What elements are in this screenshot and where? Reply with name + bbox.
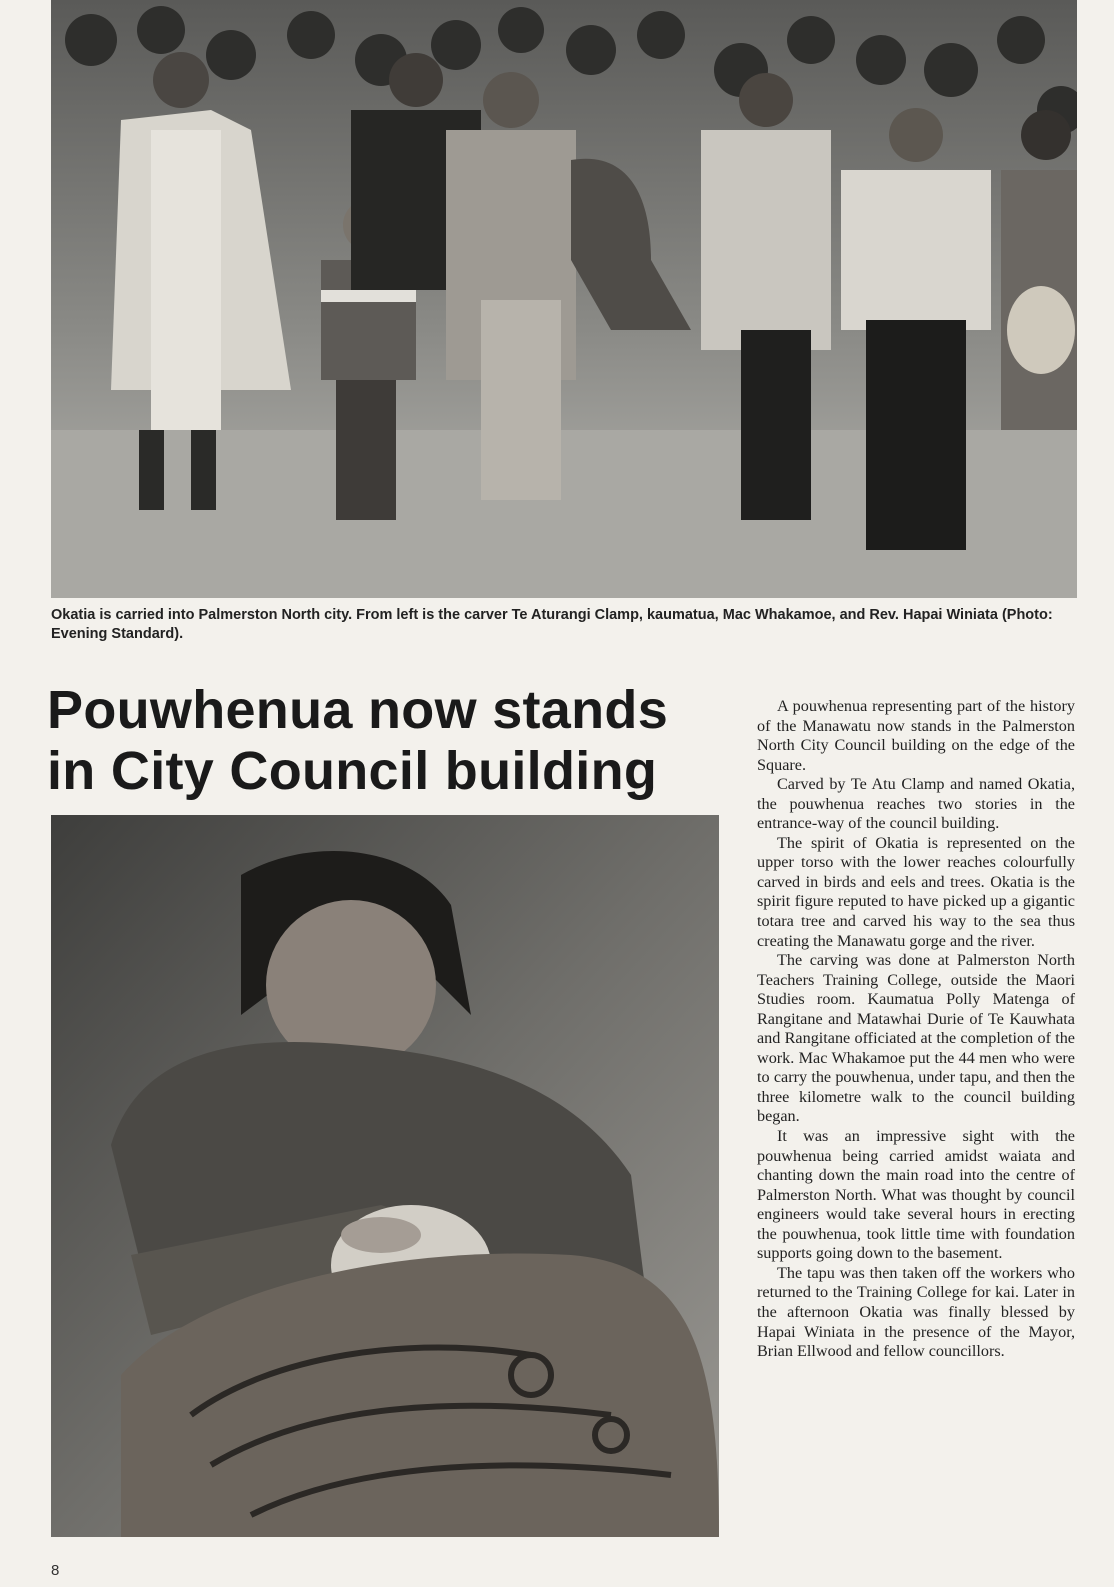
article-paragraph: A pouwhenua representing part of the history of the Manawatu now stands in the Palmerston North City Council building on the edge of the Square.	[757, 697, 1075, 774]
article-paragraph: The tapu was then taken off the workers who returned to the Training College for kai. Later in the afternoon Okatia was finally blessed by Hapai Winiata in the presence of the Mayor, Brian Ellwood and fellow councillors.	[757, 1263, 1075, 1361]
article-paragraph: Carved by Te Atu Clamp and named Okatia, the pouwhenua reaches two stories in the entrance-way of the council building.	[757, 775, 1075, 833]
article-paragraph: It was an impressive sight with the pouwhenua being carried amidst waiata and chanting down the main road into the centre of Palmerston North. What was thought by council engineers would take several hours in erecting the pouwhenua, took little time with foundation supports going down to the basement.	[757, 1127, 1075, 1263]
headline	[47, 680, 737, 802]
page-number: 8	[51, 1562, 60, 1579]
procession-photo	[51, 0, 1077, 598]
carver-photo	[51, 815, 719, 1537]
headline-line-2: in City Council building	[47, 741, 658, 801]
article-body	[757, 697, 1075, 1362]
article-paragraph: The carving was done at Palmerston North Teachers Training College, outside the Maori Studies room. Kaumatua Polly Matenga of Rangitane and Matawhai Durie of Te Kauwhata and Rangitane officiated at the completion of the work. Mac Whakamoe put the 44 men who were to carry the pouwhenua, under tapu, and then the three kilometre walk to the council building began.	[757, 951, 1075, 1126]
photo-caption: Okatia is carried into Palmerston North city. From left is the carver Te Aturangi Clamp, kaumatua, Mac Whakamoe, and Rev. Hapai Winiata (Photo: Evening Standard).	[51, 607, 1053, 642]
headline-line-1: Pouwhenua now stands	[47, 680, 669, 740]
article-paragraph: The spirit of Okatia is represented on the upper torso with the lower reaches colourfully carved in birds and eels and trees. Okatia is the spirit figure reputed to have picked up a gigantic totara tree and carved his way to the sea thus creating the Manawatu gorge and the river.	[757, 833, 1075, 950]
